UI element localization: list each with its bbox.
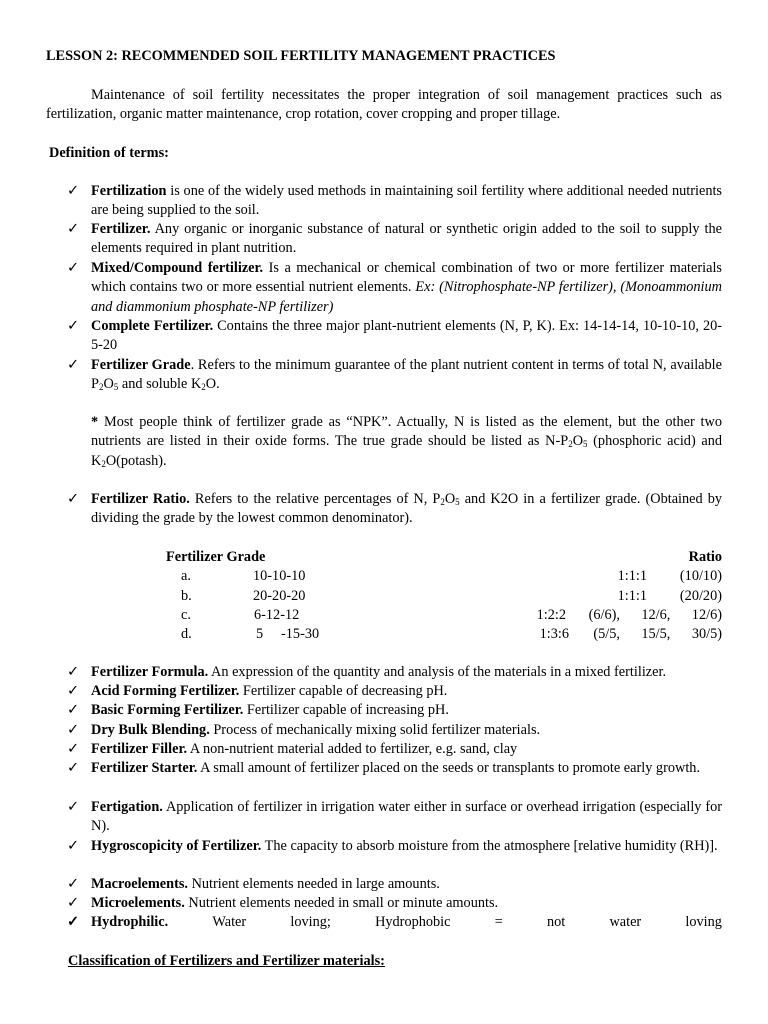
term-definition: is one of the widely used methods in maintaining soil fertility where additional needed nutrients are being supplied to the soil.: [91, 183, 722, 219]
note-text: (phosphoric acid) and K: [91, 433, 723, 469]
row-ratio: 1:1:1: [617, 588, 647, 604]
row-ratio-detail: (10/10): [679, 568, 722, 584]
term-definition: Process of mechanically mixing solid fertilizer materials.: [209, 722, 541, 738]
term-label: Fertilizer Filler.: [91, 741, 188, 757]
subscript: 2: [568, 439, 573, 450]
note-text: O: [572, 433, 584, 450]
check-icon: ✓: [67, 318, 79, 334]
note-text: Most people think of fertilizer grade as “NPK”. Actually, N is listed as the element, but the other two nutrients are listed in their oxide forms. The true grade should be listed as N-P: [91, 414, 722, 450]
term-word: loving;: [290, 914, 331, 930]
row-grade: 5 -15-30: [256, 626, 320, 642]
term-label: Dry Bulk Blending.: [91, 722, 210, 738]
term-macroelements: [91, 875, 722, 894]
term-fertilizer-grade: [91, 356, 722, 395]
term-word: loving: [685, 914, 722, 930]
term-mixed-compound-fertilizer: [91, 259, 722, 317]
term-fertilizer-ratio: [91, 490, 722, 529]
row-ratio: 1:2:2: [536, 607, 566, 623]
row-grade: 6-12-12: [254, 607, 300, 623]
check-icon: ✓: [67, 741, 79, 757]
check-icon: ✓: [67, 357, 79, 373]
term-definition: A non-nutrient material added to fertilizer, e.g. sand, clay: [187, 741, 518, 757]
row-grade: 10-10-10: [253, 568, 306, 584]
row-letter: d.: [181, 626, 192, 642]
term-definition: Nutrient elements needed in small or minute amounts.: [184, 895, 499, 911]
term-label: Hygroscopicity of Fertilizer.: [91, 838, 262, 854]
check-icon: ✓: [67, 876, 79, 892]
term-label: Acid Forming Fertilizer.: [91, 683, 240, 699]
term-definition: and K2O in a fertilizer grade. (Obtained by dividing the grade by the lowest common denominator).: [91, 491, 723, 527]
subscript: 2: [98, 382, 104, 393]
term-label: Mixed/Compound fertilizer.: [91, 260, 264, 276]
definitions-heading: Definition of terms:: [49, 145, 169, 161]
note-asterisk: *: [91, 414, 99, 430]
check-icon: ✓: [67, 183, 79, 199]
subscript: 2: [201, 382, 206, 393]
check-icon: ✓: [67, 799, 79, 815]
term-word: Water: [212, 914, 247, 930]
check-icon: ✓: [67, 914, 79, 930]
term-fertigation: [91, 798, 722, 837]
row-ratio-detail: (6/6), 12/6, 12/6): [588, 607, 722, 623]
term-definition: O: [103, 376, 114, 393]
term-fertilization: [91, 182, 722, 221]
table-header-ratio: Ratio: [688, 549, 722, 565]
row-grade: 20-20-20: [253, 588, 306, 604]
term-complete-fertilizer: [91, 317, 722, 356]
row-ratio-detail: (20/20): [679, 588, 722, 604]
subscript: 2: [440, 497, 445, 507]
term-label: Fertilizer Ratio.: [91, 491, 190, 507]
subscript: 5: [455, 497, 460, 507]
term-acid-forming-fertilizer: [91, 682, 722, 701]
term-definition: Refers to the relative percentages of N, P: [189, 491, 441, 507]
term-example: Ex: (Nitrophosphate-NP fertilizer), (Monoammonium and diammonium phosphate-NP fertilizer): [91, 279, 723, 315]
check-icon: ✓: [67, 683, 79, 699]
table-header-grade: Fertilizer Grade: [166, 549, 266, 565]
term-definition: An expression of the quantity and analysis of the materials in a mixed fertilizer.: [208, 664, 667, 680]
term-word: water: [609, 914, 642, 930]
term-label: Fertilizer Grade: [91, 357, 191, 373]
check-icon: ✓: [67, 722, 79, 738]
term-label: Fertilization: [91, 183, 167, 199]
term-label: Basic Forming Fertilizer.: [91, 702, 244, 718]
term-label: Microelements.: [91, 895, 185, 911]
term-definition: and soluble K: [118, 376, 202, 393]
term-definition: Contains the three major plant-nutrient elements (N, P, K). Ex: 14-14-14, 10-10-10, 20-5-20: [91, 318, 723, 354]
term-definition: . Refers to the minimum guarantee of the plant nutrient content in terms of total N, available P: [91, 357, 722, 393]
check-icon: ✓: [67, 838, 79, 854]
term-definition: Fertilizer capable of increasing pH.: [243, 702, 449, 718]
npk-note: [91, 413, 722, 471]
intro-paragraph: Maintenance of soil fertility necessitates the proper integration of soil management practices such as fertilization, organic matter maintenance, crop rotation, cover cropping and proper tillage.: [46, 87, 722, 123]
term-fertilizer-filler: [91, 740, 722, 759]
term-definition: A small amount of fertilizer placed on the seeds or transplants to promote early growth.: [197, 760, 701, 776]
subscript: 5: [583, 439, 588, 450]
term-label: Fertilizer.: [91, 221, 151, 237]
check-icon: ✓: [67, 260, 79, 276]
row-ratio: 1:3:6: [539, 626, 569, 642]
term-definition: Is a mechanical or chemical combination of two or more fertilizer materials which contains two or more essential nutrient elements.: [91, 260, 722, 296]
subscript: 2: [101, 458, 106, 469]
term-basic-forming-fertilizer: [91, 701, 722, 720]
term-definition: The capacity to absorb moisture from the atmosphere [relative humidity (RH)].: [261, 838, 718, 854]
term-definition: Fertilizer capable of decreasing pH.: [239, 683, 448, 699]
term-label: Hydrophilic.: [91, 914, 169, 930]
classification-heading: Classification of Fertilizers and Fertilizer materials:: [68, 953, 385, 969]
term-microelements: [91, 894, 722, 913]
term-hydrophilic: [91, 913, 722, 932]
term-word: =: [494, 914, 503, 930]
term-word: Hydrophobic: [375, 914, 451, 930]
term-fertilizer-formula: [91, 663, 722, 682]
check-icon: ✓: [67, 895, 79, 911]
term-definition: O: [444, 491, 456, 507]
term-fertilizer: [91, 220, 722, 259]
row-letter: c.: [181, 607, 191, 623]
row-ratio: 1:1:1: [617, 568, 647, 584]
check-icon: ✓: [67, 664, 79, 680]
term-label: Fertilizer Formula.: [91, 664, 209, 680]
check-icon: ✓: [67, 491, 79, 507]
term-word: not: [546, 914, 566, 930]
term-label: Complete Fertilizer.: [91, 318, 214, 334]
note-text: O(potash).: [105, 452, 167, 469]
row-letter: a.: [181, 568, 191, 584]
term-fertilizer-starter: [91, 759, 722, 778]
term-label: Fertilizer Starter.: [91, 760, 198, 776]
check-icon: ✓: [67, 702, 79, 718]
term-label: Macroelements.: [91, 876, 188, 892]
check-icon: ✓: [67, 760, 79, 776]
term-definition: Nutrient elements needed in large amounts.: [188, 876, 440, 892]
term-definition: Any organic or inorganic substance of natural or synthetic origin added to the soil to supply the elements required in plant nutrition.: [91, 221, 722, 257]
term-hygroscopicity: [91, 837, 722, 856]
lesson-title: LESSON 2: RECOMMENDED SOIL FERTILITY MANAGEMENT PRACTICES: [46, 48, 556, 64]
term-label: Fertigation.: [91, 799, 163, 815]
term-dry-bulk-blending: [91, 721, 722, 740]
term-definition: Application of fertilizer in irrigation water either in surface or overhead irrigation (especially for N).: [91, 799, 722, 835]
row-ratio-detail: (5/5, 15/5, 30/5): [593, 626, 722, 642]
row-letter: b.: [181, 588, 192, 604]
subscript: 5: [113, 382, 119, 393]
check-icon: ✓: [67, 221, 79, 237]
term-definition: O.: [205, 376, 220, 393]
